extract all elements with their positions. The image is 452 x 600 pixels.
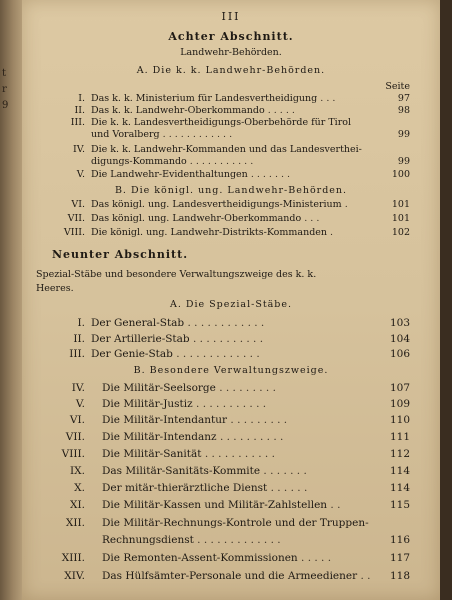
toc-entry [22, 464, 440, 478]
entry-page: 109 [389, 398, 410, 410]
toc-entry [22, 168, 440, 182]
entry-num: VII. [65, 431, 85, 443]
entry-page: 115 [389, 499, 410, 511]
entry-num: VIII. [63, 227, 85, 238]
entry-num: V. [75, 398, 85, 410]
toc-entry [22, 516, 440, 530]
entry-page: 110 [389, 414, 410, 426]
entry-num: VII. [67, 213, 85, 224]
entry-page: 106 [389, 348, 410, 360]
entry-num: IV. [73, 144, 85, 155]
left-edge-fragment: r [2, 84, 7, 95]
entry-text: Die Militär-Seelsorge . . . . . . . . . [102, 382, 276, 394]
toc-entry [22, 413, 440, 427]
entry-num: I. [78, 93, 85, 104]
toc-entry-continuation [22, 155, 440, 169]
entry-num: V. [76, 169, 85, 180]
left-edge-fragment: t [2, 68, 7, 79]
entry-num: II. [73, 333, 85, 345]
entry-page: 103 [389, 317, 410, 329]
right-background-edge [440, 0, 452, 600]
toc-entry [22, 212, 440, 226]
left-edge-fragment: 9 [2, 100, 9, 111]
toc-entry [22, 226, 440, 240]
entry-text: Das Hülfsämter-Personale und die Armeediener . . [102, 570, 371, 582]
entry-num: X. [74, 482, 85, 494]
entry-page: 107 [389, 382, 410, 394]
entry-page: 97 [397, 93, 410, 104]
entry-text: Die Militär-Kassen und Militär-Zahlstellen . . [102, 499, 341, 511]
book-page [22, 0, 440, 600]
section9-sub-a: A. Die Spezial-Stäbe. [169, 299, 293, 310]
entry-num: VI. [69, 414, 85, 426]
toc-entry-continuation [22, 128, 440, 142]
section9-subtitle-line1: Spezial-Stäbe und besondere Verwaltungszweige des k. k. [36, 269, 317, 280]
entry-page: 101 [391, 213, 410, 224]
entry-text: Die Militär-Intendanz . . . . . . . . . . [102, 431, 284, 443]
section9-sub-b: B. Besondere Verwaltungszweige. [133, 365, 329, 376]
entry-num: XI. [70, 499, 85, 511]
entry-page: 116 [389, 534, 410, 546]
toc-entry [22, 447, 440, 461]
entry-text: Die Militär-Intendantur . . . . . . . . . [102, 414, 288, 426]
entry-text: Der mitär-thierärztliche Dienst . . . . . . [102, 482, 308, 494]
section8-sub-a: A. Die k. k. Landwehr-Behörden. [136, 65, 326, 76]
entry-page: 114 [389, 465, 410, 477]
toc-entry-continuation [22, 533, 440, 547]
entry-text: Die k. k. Landesvertheidigungs-Oberbehörde für Tirol [91, 117, 351, 128]
entry-text: Der Artillerie-Stab . . . . . . . . . . . [91, 333, 264, 345]
toc-entry [22, 347, 440, 361]
entry-num: IX. [70, 465, 85, 477]
section9-title: Neunter Abschnitt. [52, 248, 189, 261]
toc-entry [22, 332, 440, 346]
page-number: III [221, 10, 241, 23]
entry-page: 118 [389, 570, 410, 582]
section8-subtitle: Landwehr-Behörden. [180, 47, 282, 58]
entry-num: IV. [71, 382, 85, 394]
entry-page: 98 [397, 105, 410, 116]
entry-page: 101 [391, 199, 410, 210]
section9-subtitle-line2: Heeres. [36, 283, 74, 294]
toc-entry [22, 551, 440, 565]
toc-entry [22, 381, 440, 395]
toc-entry [22, 481, 440, 495]
entry-text: Die Militär-Sanität . . . . . . . . . . . [102, 448, 275, 460]
entry-text: Das königl. ung. Landwehr-Oberkommando . . . [91, 213, 320, 224]
entry-page: 112 [389, 448, 410, 460]
entry-page: 111 [389, 431, 410, 443]
entry-text: digungs-Kommando . . . . . . . . . . . [91, 156, 254, 167]
entry-text: und Voralberg . . . . . . . . . . . . [91, 129, 233, 140]
entry-text: Die k. k. Landwehr-Kommanden und das Landesverthei- [91, 144, 362, 155]
entry-text: Die königl. ung. Landwehr-Distrikts-Kommanden . [91, 227, 334, 238]
seite-label: Seite [385, 81, 410, 92]
toc-entry [22, 316, 440, 330]
entry-page: 100 [391, 169, 410, 180]
entry-num: XIII. [61, 552, 85, 564]
entry-num: III. [69, 348, 85, 360]
entry-text: Das k. k. Ministerium für Landesvertheidigung . . . [91, 93, 336, 104]
entry-num: I. [77, 317, 85, 329]
entry-num: VIII. [61, 448, 85, 460]
toc-entry [22, 569, 440, 583]
entry-num: III. [70, 117, 85, 128]
entry-page: 102 [391, 227, 410, 238]
entry-text: Das Militär-Sanitäts-Kommite . . . . . . . [102, 465, 307, 477]
toc-entry [22, 198, 440, 212]
entry-num: II. [74, 105, 85, 116]
toc-entry [22, 498, 440, 512]
entry-text: Die Remonten-Assent-Kommissionen . . . . . [102, 552, 332, 564]
section8-title: Achter Abschnitt. [168, 30, 294, 43]
entry-page: 104 [389, 333, 410, 345]
entry-num: VI. [71, 199, 85, 210]
entry-page: 114 [389, 482, 410, 494]
toc-entry [22, 430, 440, 444]
entry-text: Der Genie-Stab . . . . . . . . . . . . . [91, 348, 260, 360]
entry-text: Die Militär-Rechnungs-Kontrole und der Truppen- [102, 517, 369, 529]
entry-page: 99 [397, 129, 410, 140]
entry-text: Das königl. ung. Landesvertheidigungs-Ministerium . [91, 199, 348, 210]
entry-num: XII. [65, 517, 85, 529]
left-page-edge [0, 0, 22, 600]
entry-text: Das k. k. Landwehr-Oberkommando . . . . . [91, 105, 295, 116]
entry-text: Die Militär-Justiz . . . . . . . . . . . [102, 398, 267, 410]
entry-text: Die Landwehr-Evidenthaltungen . . . . . . . [91, 169, 291, 180]
entry-num: XIV. [64, 570, 85, 582]
entry-page: 117 [389, 552, 410, 564]
entry-text: Der General-Stab . . . . . . . . . . . . [91, 317, 265, 329]
section8-sub-b: B. Die königl. ung. Landwehr-Behörden. [114, 185, 348, 196]
entry-text: Rechnungsdienst . . . . . . . . . . . . . [102, 534, 281, 546]
entry-page: 99 [397, 156, 410, 167]
toc-entry [22, 397, 440, 411]
